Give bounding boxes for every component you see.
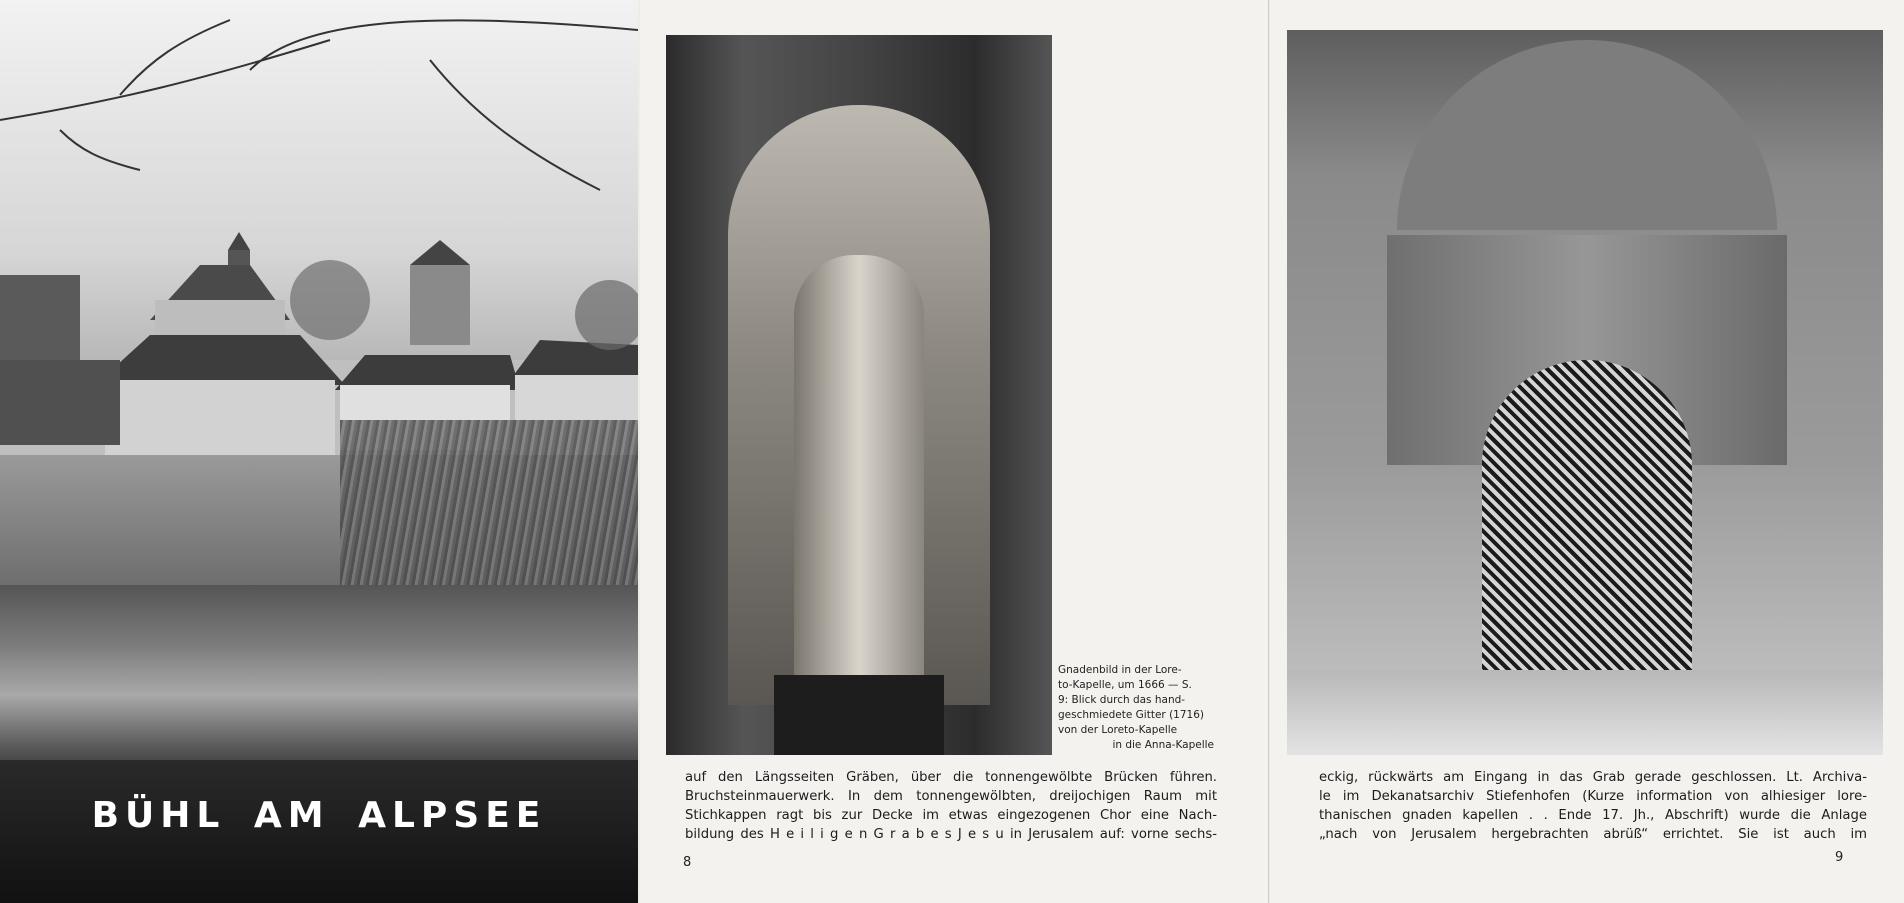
caption-line: in die Anna-Kapelle [1112,739,1214,751]
cover-reeds [340,420,638,590]
body-line: Stichkappen ragt bis zur Decke im etwas eingezogenen Chor eine Nach- [685,808,1217,823]
body-line: le im Dekanatsarchiv Stiefenhofen (Kurze information von alhiesiger lore- [1319,789,1867,804]
chapel-vault [1397,40,1777,230]
page-8 [640,0,1269,903]
body-line: thanischen gnaden kapellen . . Ende 17. Jh., Abschrift) wurde die Anlage [1319,808,1867,823]
madonna-photo [666,35,1052,755]
body-text [685,768,1217,844]
body-line: Bruchsteinmauerwerk. In dem tonnengewölbten, dreijochigen Raum mit [685,789,1217,804]
caption-line: Gnadenbild in der Lore- [1058,664,1182,676]
madonna-statue [794,255,924,685]
statue-base [774,675,944,755]
chapel-floor [1287,670,1883,755]
cover-title: BÜHL AM ALPSEE [91,795,547,836]
caption-line: to-Kapelle, um 1666 — S. [1058,679,1192,691]
page-number: 8 [683,855,692,870]
page-9 [1270,0,1904,903]
body-line: eckig, rückwärts am Eingang in das Grab gerade geschlossen. Lt. Archiva- [1319,770,1867,785]
village-illustration [0,0,638,460]
body-line: auf den Längsseiten Gräben, über die tonnengewölbte Brücken führen. [685,770,1217,785]
body-line: bildung des H e i l i g e n G r a b e s J e s u in Jerusalem auf: vorne sechs- [685,827,1217,842]
body-text [1319,768,1867,844]
body-line: „nach von Jerusalem hergebrachten abrüß“ errichtet. Sie ist auch im [1319,827,1867,842]
page-number: 9 [1835,850,1844,865]
photo-caption [1058,663,1214,753]
cover-photo [0,0,638,903]
cover-lake [0,585,638,785]
chapel-photo [1287,30,1883,755]
caption-line: geschmiedete Gitter (1716) [1058,709,1204,721]
caption-line: 9: Blick durch das hand- [1058,694,1186,706]
caption-line: von der Loreto-Kapelle [1058,724,1178,736]
wrought-iron-gate [1482,360,1692,680]
